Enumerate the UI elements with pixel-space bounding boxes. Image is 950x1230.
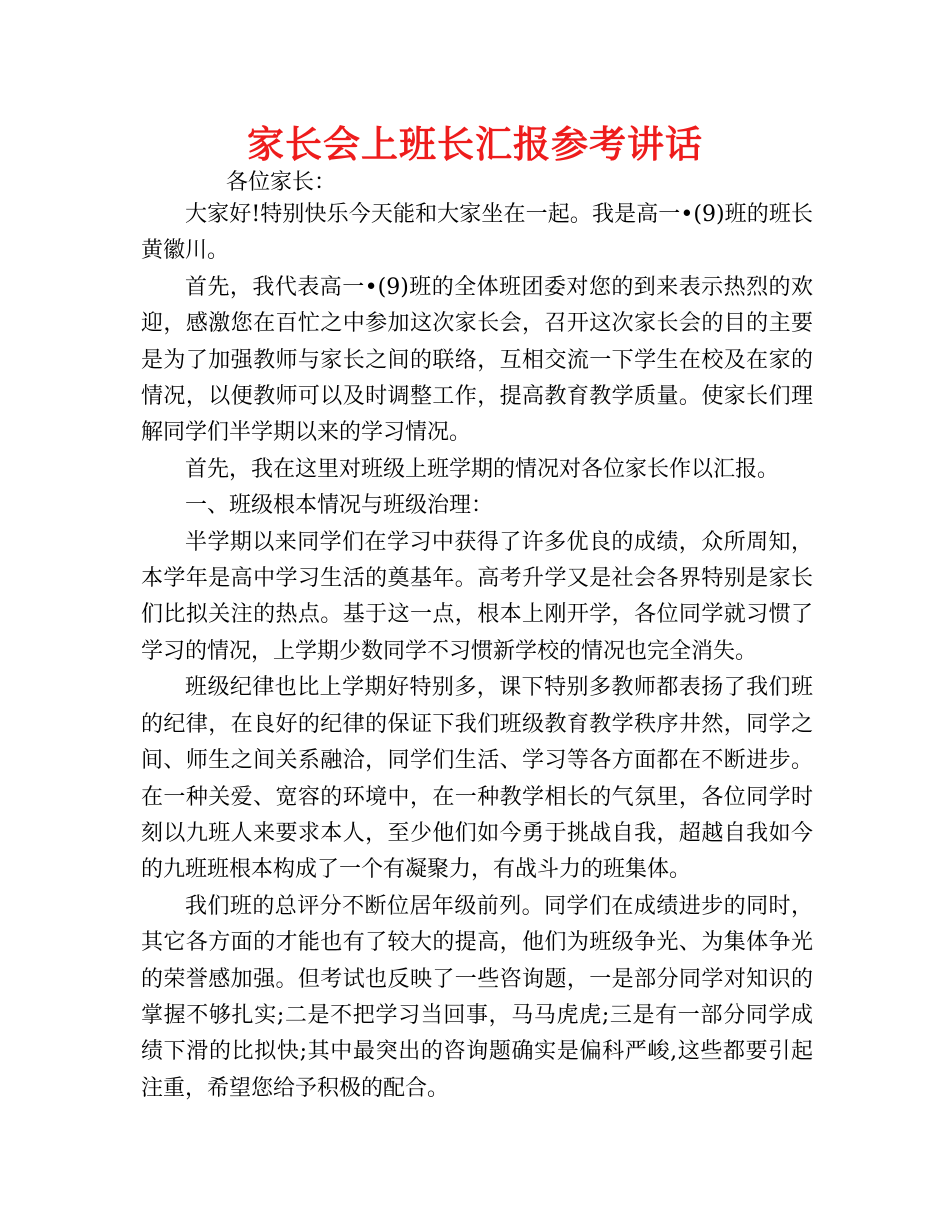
salutation: 各位家长： xyxy=(226,170,337,195)
paragraph: 班级纪律也比上学期好特别多，课下特别多教师都表扬了我们班的纪律，在良好的纪律的保证下我们班级教育教学秩序井然，同学之间、师生之间关系融洽，同学们生活、学习等各方面都在不断进步。在一种关爱、宽容的环境中，在一种教学相长的气氛里，各位同学时刻以九班人来要求本人，至少他们如今勇于挑战自我，超越自我如今的九班班根本构成了一个有凝聚力，有战斗力的班集体。 xyxy=(141,675,813,883)
paragraph: 首先，我在这里对班级上班学期的情况对各位家长作以汇报。 xyxy=(185,456,780,482)
section-heading: 一、班级根本情况与班级治理： xyxy=(185,493,494,519)
paragraph: 首先，我代表高一•(9)班的全体班团委对您的到来表示热烈的欢迎，感激您在百忙之中参加这次家长会，召开这次家长会的目的主要是为了加强教师与家长之间的联络，互相交流一下学生在校及在家的情况，以便教师可以及时调整工作，提高教育教学质量。使家长们理解同学们半学期以来的学习情况。 xyxy=(141,274,813,446)
paragraph: 大家好!特别快乐今天能和大家坐在一起。我是高一•(9)班的班长黄徽川。 xyxy=(141,202,813,264)
paragraph: 我们班的总评分不断位居年级前列。同学们在成绩进步的同时，其它各方面的才能也有了较大的提高，他们为班级争光、为集体争光的荣誉感加强。但考试也反映了一些咨询题，一是部分同学对知识的掌握不够扎实;二是不把学习当回事，马马虎虎;三是有一部分同学成绩下滑的比拟快;其中最突出的咨询题确实是偏科严峻,这些都要引起注重，希望您给予积极的配合。 xyxy=(141,893,813,1101)
document-title: 家长会上班长汇报参考讲话 xyxy=(247,122,703,166)
document-body xyxy=(141,197,813,1107)
paragraph: 半学期以来同学们在学习中获得了许多优良的成绩，众所周知，本学年是高中学习生活的奠基年。高考升学又是社会各界特别是家长们比拟关注的热点。基于这一点，根本上刚开学，各位同学就习惯了学习的情况，上学期少数同学不习惯新学校的情况也完全消失。 xyxy=(141,529,813,664)
